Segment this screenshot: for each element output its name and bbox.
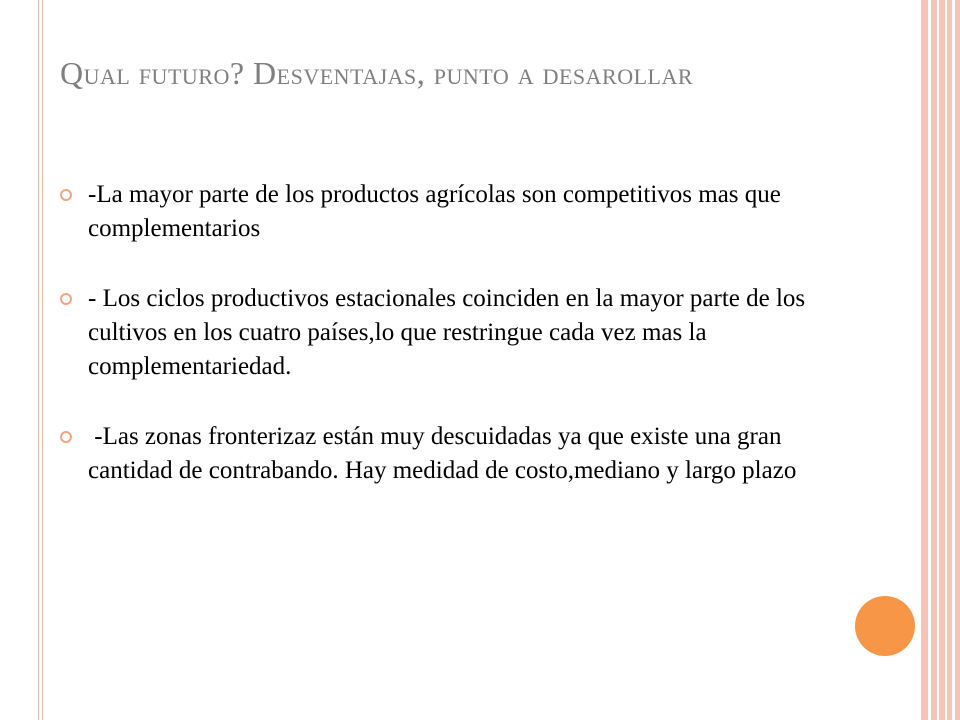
- left-decorative-line: [42, 0, 43, 720]
- bullet-list: [60, 178, 850, 524]
- hollow-circle-icon: [60, 293, 72, 305]
- bullet-item: [60, 178, 850, 246]
- bullet-text: - Los ciclos productivos estacionales coinciden en la mayor parte de los cultivos en los cuatro países,lo que restringue cada vez mas la complementariedad.: [88, 285, 806, 380]
- band-stripe: [952, 0, 955, 720]
- accent-circle: [855, 596, 915, 656]
- left-decorative-line: [38, 0, 39, 720]
- band-stripe: [928, 0, 931, 720]
- bullet-item: [60, 420, 850, 488]
- right-decorative-band: [921, 0, 960, 720]
- band-stripe: [937, 0, 939, 720]
- bullet-text: -Las zonas fronterizaz están muy descuidadas ya que existe una gran cantidad de contrabando. Hay medidad de costo,mediano y largo plazo: [88, 423, 797, 484]
- slide-title: Qual futuro? Desventajas, punto a desarollar: [60, 55, 694, 91]
- hollow-circle-icon: [60, 431, 72, 443]
- band-stripe: [945, 0, 947, 720]
- hollow-circle-icon: [60, 189, 72, 201]
- bullet-item: [60, 282, 850, 384]
- bullet-text: -La mayor parte de los productos agrícolas son competitivos mas que complementarios: [88, 181, 781, 242]
